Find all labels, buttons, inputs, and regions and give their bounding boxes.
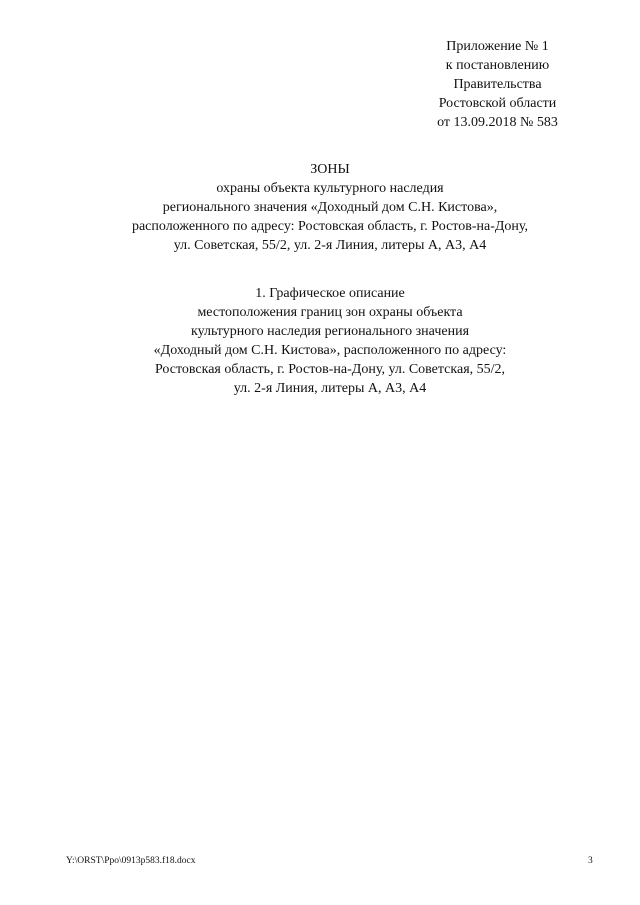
section-line: местоположения границ зон охраны объекта [197,305,463,320]
appendix-line: Ростовской области [438,96,557,111]
section-line: культурного наследия регионального значения [190,324,470,339]
title-line: регионального значения «Доходный дом С.Н. Кистова», [162,200,498,215]
section-line: ул. 2-я Линия, литеры А, А3, А4 [233,381,427,396]
section-line: 1. Графическое описание [255,286,405,301]
title-line: расположенного по адресу: Ростовская область, г. Ростов-на-Дону, [131,219,529,234]
appendix-line: Приложение № 1 [446,39,549,54]
page-number: 3 [588,856,593,866]
appendix-line: Правительства [453,77,542,92]
appendix-line: к постановлению [445,58,550,73]
document-title [60,160,600,255]
section-line: Ростовская область, г. Ростов-на-Дону, ул. Советская, 55/2, [154,362,506,377]
title-line: ЗОНЫ [310,162,350,177]
appendix-header [420,37,575,132]
title-line: охраны объекта культурного наследия [216,181,444,196]
appendix-line: от 13.09.2018 № 583 [437,115,558,130]
title-line: ул. Советская, 55/2, ул. 2-я Линия, литеры А, А3, А4 [173,238,487,253]
section-1-heading [60,284,600,398]
section-line: «Доходный дом С.Н. Кистова», расположенного по адресу: [153,343,507,358]
footer-file-path: Y:\ORST\Ppo\0913p583.f18.docx [66,856,196,866]
